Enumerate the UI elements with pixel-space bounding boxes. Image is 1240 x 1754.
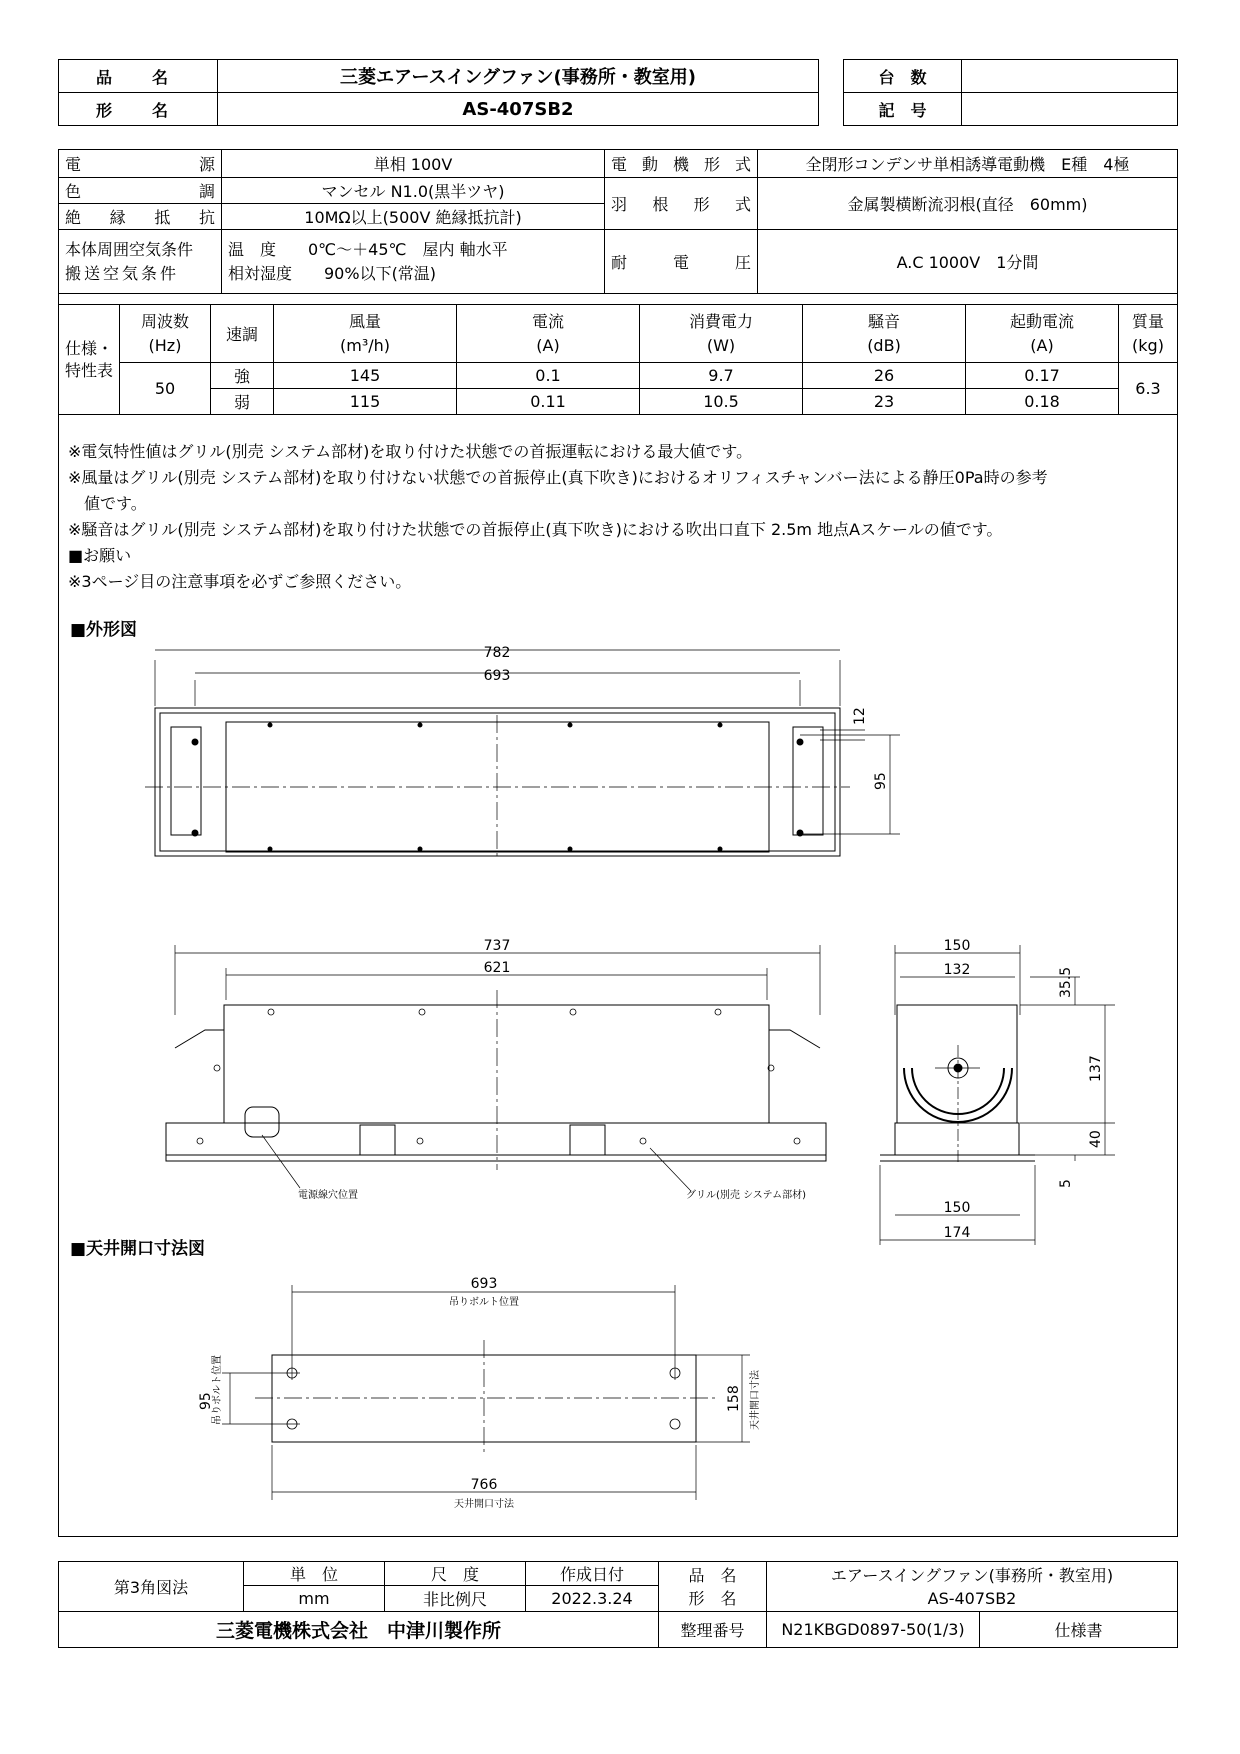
- current-low: 0.11: [457, 389, 640, 415]
- label-bolt-pos-vertical: 吊りボルト位置: [212, 1355, 223, 1425]
- env-label-1: 本体周囲空気条件: [65, 239, 194, 259]
- scale-label: 尺 度: [385, 1562, 526, 1586]
- label-cable-hole: 電源線穴位置: [298, 1190, 358, 1201]
- header-power: 消費電力: [688, 311, 753, 331]
- dim-ceil-95: 95: [198, 1392, 214, 1410]
- dim-ceil-158: 158: [726, 1385, 742, 1412]
- date-label: 作成日付: [526, 1562, 659, 1586]
- unit-label: 単 位: [244, 1562, 385, 1586]
- insulation-value: 10MΩ以上(500V 絶縁抵抗計): [222, 204, 605, 230]
- top-view: [145, 650, 900, 860]
- color-label: 色 調: [65, 182, 215, 201]
- model-value: AS-407SB2: [218, 93, 819, 126]
- side-view: [166, 945, 826, 1190]
- dim-12: 12: [852, 707, 868, 725]
- airflow-low: 115: [274, 389, 457, 415]
- dim-end-bottom-174: 174: [943, 1225, 971, 1241]
- airflow-high: 145: [274, 363, 457, 389]
- product-name-value: 三菱エアースイングファン(事務所・教室用): [218, 60, 819, 93]
- doc-type: 仕様書: [980, 1612, 1178, 1648]
- blade-value: 金属製横断流羽根(直径 60mm): [758, 178, 1178, 230]
- header-mass: 質量: [1131, 311, 1164, 331]
- note-line: ※風量はグリル(別売 システム部材)を取り付けない状態での首振停止(真下吹き)におけるオリフィスチャンバー法による静圧0Pa時の参考: [68, 468, 1048, 487]
- note-line: 値です。: [68, 494, 147, 513]
- power-label: 電 源: [65, 155, 215, 174]
- label-ceil-open: 天井開口寸法: [454, 1499, 514, 1510]
- header-current: 電流: [531, 311, 564, 331]
- label-bolt-pos: 吊りボルト位置: [449, 1297, 519, 1308]
- dim-782: 782: [483, 645, 511, 661]
- header-airflow-unit: (m³/h): [339, 335, 390, 355]
- outline-title: ■外形図: [70, 620, 138, 640]
- end-view: [880, 945, 1115, 1245]
- speed-high: 強: [211, 363, 274, 389]
- dim-end-150: 150: [943, 938, 971, 954]
- color-value: マンセル N1.0(黒半ツヤ): [222, 178, 605, 204]
- current-high: 0.1: [457, 363, 640, 389]
- product-name-label: 品 名: [59, 60, 218, 93]
- motor-value: 全閉形コンデンサ単相誘導電動機 E種 4極: [758, 150, 1178, 178]
- header-freq-unit: (Hz): [148, 335, 182, 355]
- header-start-current-unit: (A): [1030, 335, 1054, 355]
- header-airflow: 風量: [348, 311, 381, 331]
- dim-737: 737: [483, 938, 511, 954]
- start-current-high: 0.17: [966, 363, 1119, 389]
- model-label: 形 名: [59, 93, 218, 126]
- dim-ceil-766: 766: [470, 1477, 498, 1493]
- withstand-label: 耐 電 圧: [611, 253, 751, 272]
- withstand-value: A.C 1000V 1分間: [758, 230, 1178, 294]
- header-mass-unit: (kg): [1132, 335, 1164, 355]
- power-value: 単相 100V: [222, 150, 605, 178]
- dim-end-132: 132: [943, 962, 971, 978]
- header-freq: 周波数: [140, 311, 189, 331]
- footer-model-label: 形 名: [688, 1588, 737, 1608]
- header-current-unit: (A): [536, 335, 560, 355]
- note-line: ※電気特性値はグリル(別売 システム部材)を取り付けた状態での首振運転における最大値です。: [68, 442, 753, 461]
- dim-end-5: 5: [1058, 1179, 1074, 1188]
- start-current-low: 0.18: [966, 389, 1119, 415]
- count-label: 台 数: [844, 60, 962, 93]
- footer-name-label: 品 名: [688, 1565, 737, 1585]
- symbol-label: 記 号: [844, 93, 962, 126]
- note-line: ※騒音はグリル(別売 システム部材)を取り付けた状態での首振停止(真下吹き)における吹出口直下 2.5m 地点Aスケールの値です。: [68, 520, 1003, 539]
- dim-end-35-5: 35.5: [1058, 966, 1074, 998]
- header-noise: 騒音: [867, 311, 900, 331]
- projection: 第3角図法: [59, 1562, 244, 1612]
- doc-number-value: N21KBGD0897-50(1/3): [767, 1612, 980, 1648]
- ceiling-view: [222, 1285, 750, 1500]
- footer-model-value: AS-407SB2: [927, 1588, 1017, 1608]
- label-ceil-open-vertical: 天井開口寸法: [750, 1370, 761, 1430]
- freq-value: 50: [120, 363, 211, 415]
- dim-end-40: 40: [1088, 1130, 1104, 1148]
- company-name: 三菱電機株式会社 中津川製作所: [59, 1612, 659, 1648]
- power-low: 10.5: [640, 389, 803, 415]
- label-grille: グリル(別売 システム部材): [686, 1190, 806, 1201]
- footer-table: [58, 1561, 1178, 1648]
- dim-end-137: 137: [1088, 1055, 1104, 1082]
- env-temperature: 温 度 0℃～＋45℃ 屋内 軸水平: [228, 239, 508, 259]
- header-power-unit: (W): [706, 335, 736, 355]
- dim-ceil-693: 693: [470, 1276, 498, 1292]
- power-high: 9.7: [640, 363, 803, 389]
- dim-95: 95: [873, 772, 889, 790]
- header-speed: 速調: [225, 325, 258, 344]
- footer-name-value: エアースイングファン(事務所・教室用): [830, 1565, 1114, 1585]
- dim-621: 621: [483, 960, 511, 976]
- blade-label: 羽 根 形 式: [611, 195, 751, 214]
- env-label-2: 搬送空気条件: [65, 263, 180, 283]
- noise-high: 26: [803, 363, 966, 389]
- note-line: ■お願い: [68, 546, 132, 565]
- dim-end-bottom-150: 150: [943, 1200, 971, 1216]
- header-noise-unit: (dB): [867, 335, 901, 355]
- motor-label: 電 動 機 形 式: [611, 155, 751, 174]
- doc-number-label: 整理番号: [659, 1612, 767, 1648]
- ceiling-title: ■天井開口寸法図: [70, 1239, 206, 1259]
- header-start-current: 起動電流: [1009, 311, 1074, 331]
- date-value: 2022.3.24: [526, 1586, 659, 1612]
- mass-value: 6.3: [1119, 363, 1178, 415]
- insulation-label: 絶 縁 抵 抗: [65, 208, 215, 227]
- scale-value: 非比例尺: [385, 1586, 526, 1612]
- speed-low: 弱: [211, 389, 274, 415]
- env-humidity: 相対湿度 90%以下(常温): [228, 263, 437, 283]
- note-line: ※3ページ目の注意事項を必ずご参照ください。: [68, 572, 412, 591]
- perf-side-label: 仕様・特性表: [59, 305, 120, 415]
- noise-low: 23: [803, 389, 966, 415]
- unit-value: mm: [244, 1586, 385, 1612]
- dim-693: 693: [483, 668, 511, 684]
